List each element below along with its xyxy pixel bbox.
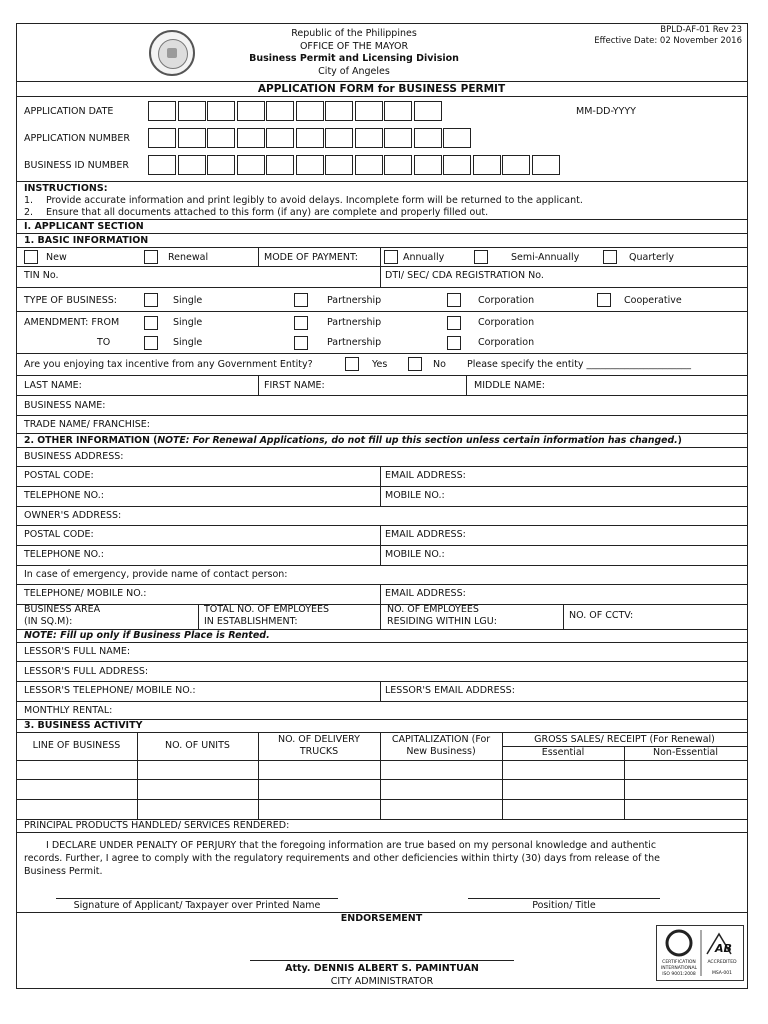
renewal-checkbox[interactable] (144, 250, 158, 264)
application-number-digit-box[interactable] (207, 128, 235, 148)
quarterly-label: Quarterly (629, 252, 674, 263)
type-corporation-checkbox[interactable] (447, 293, 461, 307)
total-employees-label: TOTAL NO. OF EMPLOYEES (204, 604, 330, 615)
line-of-business-header: LINE OF BUSINESS (32, 740, 121, 751)
application-number-digit-box[interactable] (443, 128, 471, 148)
application-number-label: APPLICATION NUMBER (24, 133, 131, 144)
owner-mobile-label: MOBILE NO.: (385, 549, 445, 560)
business-id-label: BUSINESS ID NUMBER (24, 160, 130, 171)
form-title: APPLICATION FORM for BUSINESS PERMIT (257, 83, 506, 95)
new-checkbox[interactable] (24, 250, 38, 264)
middle-name-label: MIDDLE NAME: (474, 380, 545, 391)
amendment-from-label: AMENDMENT: FROM (24, 317, 120, 328)
effective-date: Effective Date: 02 November 2016 (594, 36, 742, 46)
owner-email-label: EMAIL ADDRESS: (385, 529, 466, 540)
type-partnership-label: Partnership (327, 295, 382, 306)
form-code: BPLD-AF-01 Rev 23 (660, 25, 742, 35)
from-partnership-label: Partnership (327, 317, 382, 328)
postal-code-label: POSTAL CODE: (24, 470, 94, 481)
application-number-digit-box[interactable] (148, 128, 176, 148)
employees-lgu-label: NO. OF EMPLOYEES (387, 604, 479, 615)
application-number-digit-box[interactable] (355, 128, 383, 148)
from-corporation-label: Corporation (478, 317, 535, 328)
application-date-label: APPLICATION DATE (24, 106, 114, 117)
header-republic: Republic of the Philippines (291, 28, 417, 39)
business-activity-heading: 3. BUSINESS ACTIVITY (24, 720, 143, 731)
tax-no-label: No (433, 359, 446, 370)
type-single-label: Single (173, 295, 203, 306)
to-partnership-checkbox[interactable] (294, 336, 308, 350)
application-number-digit-box[interactable] (237, 128, 265, 148)
certification-badge-graphic (657, 926, 743, 980)
business-id-digit-box[interactable] (237, 155, 265, 175)
lessor-email-label: LESSOR'S EMAIL ADDRESS: (385, 685, 515, 696)
other-info-suffix: ) (677, 435, 682, 446)
basic-information-heading: 1. BASIC INFORMATION (24, 235, 149, 246)
type-of-business-label: TYPE OF BUSINESS: (24, 295, 117, 306)
business-area-unit: (IN SQ.M): (24, 616, 73, 627)
business-name-label: BUSINESS NAME: (24, 400, 106, 411)
tax-yes-label: Yes (372, 359, 388, 370)
business-id-digit-box[interactable] (266, 155, 294, 175)
type-cooperative-checkbox[interactable] (597, 293, 611, 307)
business-id-digit-box[interactable] (148, 155, 176, 175)
business-id-digit-box[interactable] (207, 155, 235, 175)
type-corporation-label: Corporation (478, 295, 535, 306)
trucks-header: NO. OF DELIVERY (278, 734, 360, 745)
trucks-header-2: TRUCKS (299, 746, 339, 757)
business-id-digit-box[interactable] (178, 155, 206, 175)
endorser-position: CITY ADMINISTRATOR (330, 976, 434, 987)
declaration-line-1: I DECLARE UNDER PENALTY OF PERJURY that the foregoing information are true based on my personal knowledge and authentic (46, 840, 657, 851)
accreditation-mark-text: AB (715, 942, 732, 955)
signature-line[interactable] (56, 898, 338, 899)
endorsement-title: ENDORSEMENT (340, 913, 423, 924)
date-format-hint: MM-DD-YYYY (576, 106, 636, 117)
units-header: NO. OF UNITS (165, 740, 230, 751)
certification-circle-icon (667, 931, 691, 955)
lessor-name-label: LESSOR'S FULL NAME: (24, 646, 131, 657)
certification-badge (656, 925, 744, 981)
to-corporation-label: Corporation (478, 337, 535, 348)
business-id-digit-box[interactable] (296, 155, 324, 175)
rented-note: NOTE: Fill up only if Business Place is Rented. (24, 630, 270, 641)
employees-lgu-sub: RESIDING WITHIN LGU: (387, 616, 497, 627)
tax-no-checkbox[interactable] (408, 357, 422, 371)
declaration-line-2: records. Further, I agree to comply with the regulatory requirements and other deficiencies within thirty (30) days from release of the (24, 853, 660, 864)
application-number-digit-box[interactable] (266, 128, 294, 148)
specify-entity-field[interactable]: Please specify the entity ______________________ (467, 359, 692, 370)
tin-label: TIN No. (24, 270, 59, 281)
business-id-digit-box[interactable] (473, 155, 501, 175)
emergency-phone-label: TELEPHONE/ MOBILE NO.: (24, 588, 147, 599)
business-area-label: BUSINESS AREA (24, 604, 101, 615)
to-corporation-checkbox[interactable] (447, 336, 461, 350)
semi-annually-checkbox[interactable] (474, 250, 488, 264)
owner-telephone-label: TELEPHONE NO.: (24, 549, 104, 560)
mode-of-payment-label: MODE OF PAYMENT: (264, 252, 358, 263)
lessor-address-label: LESSOR'S FULL ADDRESS: (24, 666, 149, 677)
application-date-digit-box[interactable] (325, 101, 353, 121)
application-date-digit-box[interactable] (178, 101, 206, 121)
applicant-section-heading: I. APPLICANT SECTION (24, 221, 144, 232)
type-partnership-checkbox[interactable] (294, 293, 308, 307)
telephone-label: TELEPHONE NO.: (24, 490, 104, 501)
instructions-title: INSTRUCTIONS: (24, 183, 108, 194)
application-date-digit-box[interactable] (207, 101, 235, 121)
application-number-digit-box[interactable] (325, 128, 353, 148)
owners-address-label: OWNER'S ADDRESS: (24, 510, 122, 521)
quarterly-checkbox[interactable] (603, 250, 617, 264)
total-employees-sub: IN ESTABLISHMENT: (204, 616, 298, 627)
to-single-label: Single (173, 337, 203, 348)
trade-name-label: TRADE NAME/ FRANCHISE: (24, 419, 150, 430)
cert-text-1: CERTIFICATION (662, 960, 696, 965)
annually-label: Annually (403, 252, 445, 263)
instruction-2-number: 2. (24, 207, 34, 218)
dti-registration-label: DTI/ SEC/ CDA REGISTRATION No. (385, 270, 544, 281)
application-date-digit-box[interactable] (266, 101, 294, 121)
cert-text-2: INTERNATIONAL (660, 966, 698, 971)
semi-annually-label: Semi-Annually (511, 252, 580, 263)
declaration-line-3: Business Permit. (24, 866, 103, 877)
lessor-phone-label: LESSOR'S TELEPHONE/ MOBILE NO.: (24, 685, 196, 696)
application-number-digit-box[interactable] (296, 128, 324, 148)
business-id-digit-box[interactable] (355, 155, 383, 175)
city-seal-logo (149, 30, 195, 76)
business-id-digit-box[interactable] (532, 155, 560, 175)
business-address-label: BUSINESS ADDRESS: (24, 451, 124, 462)
to-partnership-label: Partnership (327, 337, 382, 348)
application-number-digit-box[interactable] (414, 128, 442, 148)
header-office: OFFICE OF THE MAYOR (299, 41, 409, 52)
from-partnership-checkbox[interactable] (294, 316, 308, 330)
business-id-digit-box[interactable] (502, 155, 530, 175)
owner-postal-code-label: POSTAL CODE: (24, 529, 94, 540)
business-id-digit-box[interactable] (414, 155, 442, 175)
instruction-1: Provide accurate information and print legibly to avoid delays. Incomplete form will be returned to the applicant. (46, 195, 583, 206)
cctv-label: NO. OF CCTV: (569, 610, 634, 621)
signature-label: Signature of Applicant/ Taxpayer over Printed Name (73, 900, 321, 911)
type-single-checkbox[interactable] (144, 293, 158, 307)
header-division: Business Permit and Licensing Division (249, 53, 459, 64)
instruction-1-number: 1. (24, 195, 34, 206)
tax-yes-checkbox[interactable] (345, 357, 359, 371)
principal-products-label: PRINCIPAL PRODUCTS HANDLED/ SERVICES RENDERED: (24, 820, 290, 831)
gross-sales-header: GROSS SALES/ RECEIPT (For Renewal) (534, 734, 715, 745)
email-address-label: EMAIL ADDRESS: (385, 470, 466, 481)
application-date-digit-box[interactable] (237, 101, 265, 121)
mobile-label: MOBILE NO.: (385, 490, 445, 501)
capitalization-header-2: New Business) (406, 746, 476, 757)
type-cooperative-label: Cooperative (624, 295, 682, 306)
business-id-digit-box[interactable] (443, 155, 471, 175)
tax-incentive-question: Are you enjoying tax incentive from any Government Entity? (24, 359, 313, 370)
from-single-label: Single (173, 317, 203, 328)
monthly-rental-label: MONTHLY RENTAL: (24, 705, 113, 716)
essential-header: Essential (541, 747, 585, 758)
business-id-digit-box[interactable] (325, 155, 353, 175)
application-date-digit-box[interactable] (148, 101, 176, 121)
application-date-digit-box[interactable] (384, 101, 412, 121)
to-single-checkbox[interactable] (144, 336, 158, 350)
emergency-contact-label: In case of emergency, provide name of contact person: (24, 569, 288, 580)
renewal-label: Renewal (168, 252, 209, 263)
header-city: City of Angeles (318, 66, 390, 77)
cert-text-3: ISO 9001:2008 (662, 972, 696, 977)
from-single-checkbox[interactable] (144, 316, 158, 330)
position-line[interactable] (468, 898, 660, 899)
application-date-digit-box[interactable] (414, 101, 442, 121)
renewal-note: NOTE: For Renewal Applications, do not fill up this section unless certain information has changed. (157, 435, 678, 446)
accredited-code: MSA-001 (711, 971, 733, 976)
endorser-name: Atty. DENNIS ALBERT S. PAMINTUAN (285, 963, 479, 974)
accredited-text: ACCREDITED (707, 960, 737, 965)
first-name-label: FIRST NAME: (264, 380, 325, 391)
application-date-digit-box[interactable] (355, 101, 383, 121)
application-number-digit-box[interactable] (384, 128, 412, 148)
new-label: New (46, 252, 67, 263)
amendment-to-label: TO (97, 337, 111, 348)
application-number-digit-box[interactable] (178, 128, 206, 148)
instruction-2: Ensure that all documents attached to this form (if any) are complete and properly filled out. (46, 207, 489, 218)
emergency-email-label: EMAIL ADDRESS: (385, 588, 466, 599)
other-information-heading (24, 435, 682, 447)
annually-checkbox[interactable] (384, 250, 398, 264)
capitalization-header: CAPITALIZATION (For (391, 734, 491, 745)
non-essential-header: Non-Essential (653, 747, 718, 758)
application-date-digit-box[interactable] (296, 101, 324, 121)
from-corporation-checkbox[interactable] (447, 316, 461, 330)
other-info-prefix: 2. OTHER INFORMATION ( (24, 435, 158, 446)
endorser-signature-line (250, 960, 514, 961)
position-label: Position/ Title (532, 900, 596, 911)
last-name-label: LAST NAME: (24, 380, 82, 391)
business-id-digit-box[interactable] (384, 155, 412, 175)
